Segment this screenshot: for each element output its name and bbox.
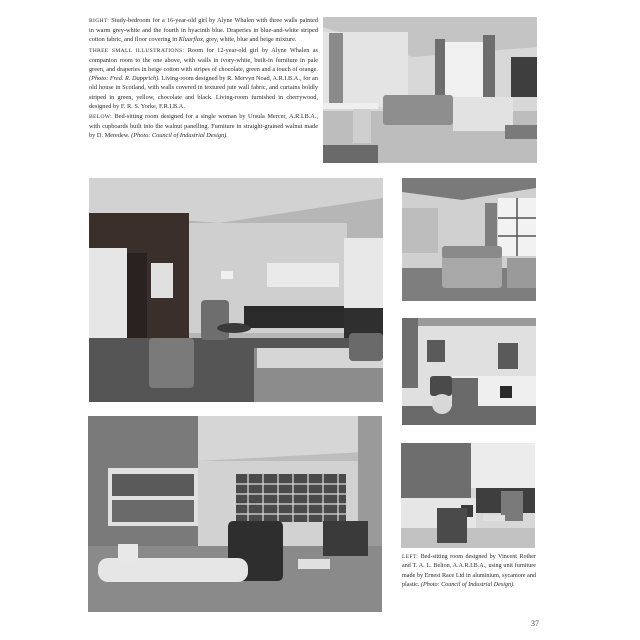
caption-label: THREE SMALL ILLUSTRATIONS: bbox=[89, 47, 185, 54]
caption-bottom-right: LEFT: Bed-sitting room designed by Vincent Rother and T. A. L. Belton, A.A.R.I.B.A., using unit furniture made by Ernest Race Ltd in aluminium, sycamore and plastic. (Photo: Council of Industrial Design). bbox=[402, 554, 537, 589]
photo-bed-sitting-race bbox=[401, 443, 535, 548]
caption-label: LEFT: bbox=[402, 554, 419, 560]
caption-top bbox=[89, 16, 318, 142]
photo-study-bedroom bbox=[323, 17, 537, 163]
photo-girls-room bbox=[402, 178, 536, 301]
photo-bed-sitting-walnut bbox=[89, 178, 383, 402]
caption-below: BELOW: Bed-sitting room designed for a single woman by Ursula Mercer, A.R.I.B.A., with cupboards built into the walnut panelling. Furniture in straight-grained walnut made by D. Meredew. (Photo: Council of Industrial Design). bbox=[89, 113, 318, 140]
page-number: 37 bbox=[531, 619, 539, 628]
caption-label: BELOW: bbox=[89, 114, 113, 121]
photo-living-room-scotland bbox=[402, 318, 536, 425]
caption-right: RIGHT: Study-bedroom for a 16-year-old girl by Alyne Whalen with three walls painted in warm grey-white and the fourth in hyacinth blue. Draperies in blue-and-white striped cotton fabric, and floor covering in Kluarflax, grey, white, blue and beige mixture. bbox=[89, 17, 318, 44]
caption-label: RIGHT: bbox=[89, 18, 110, 24]
caption-three-small: THREE SMALL ILLUSTRATIONS: Room for 12-year-old girl by Alyne Whalen as companion room to the one above, with walls in ivory-white, built-in furniture in pale green, and draperies in beige cotton with stripes of chocolate, green and a touch of orange. (Photo: Fred. R. Dapprich). Living-room designed by R. Mervyn Noad, A.R.I.B.A., for an old house in Scotland, with walls covered in textured jute wall fabric, and curtains boldly striped in green, yellow, chocolate and black. Living-room furnished in cherrywood, designed by F. R. S. Yorke, F.R.I.B.A. bbox=[89, 46, 318, 110]
photo-living-room-cherrywood bbox=[88, 416, 382, 612]
